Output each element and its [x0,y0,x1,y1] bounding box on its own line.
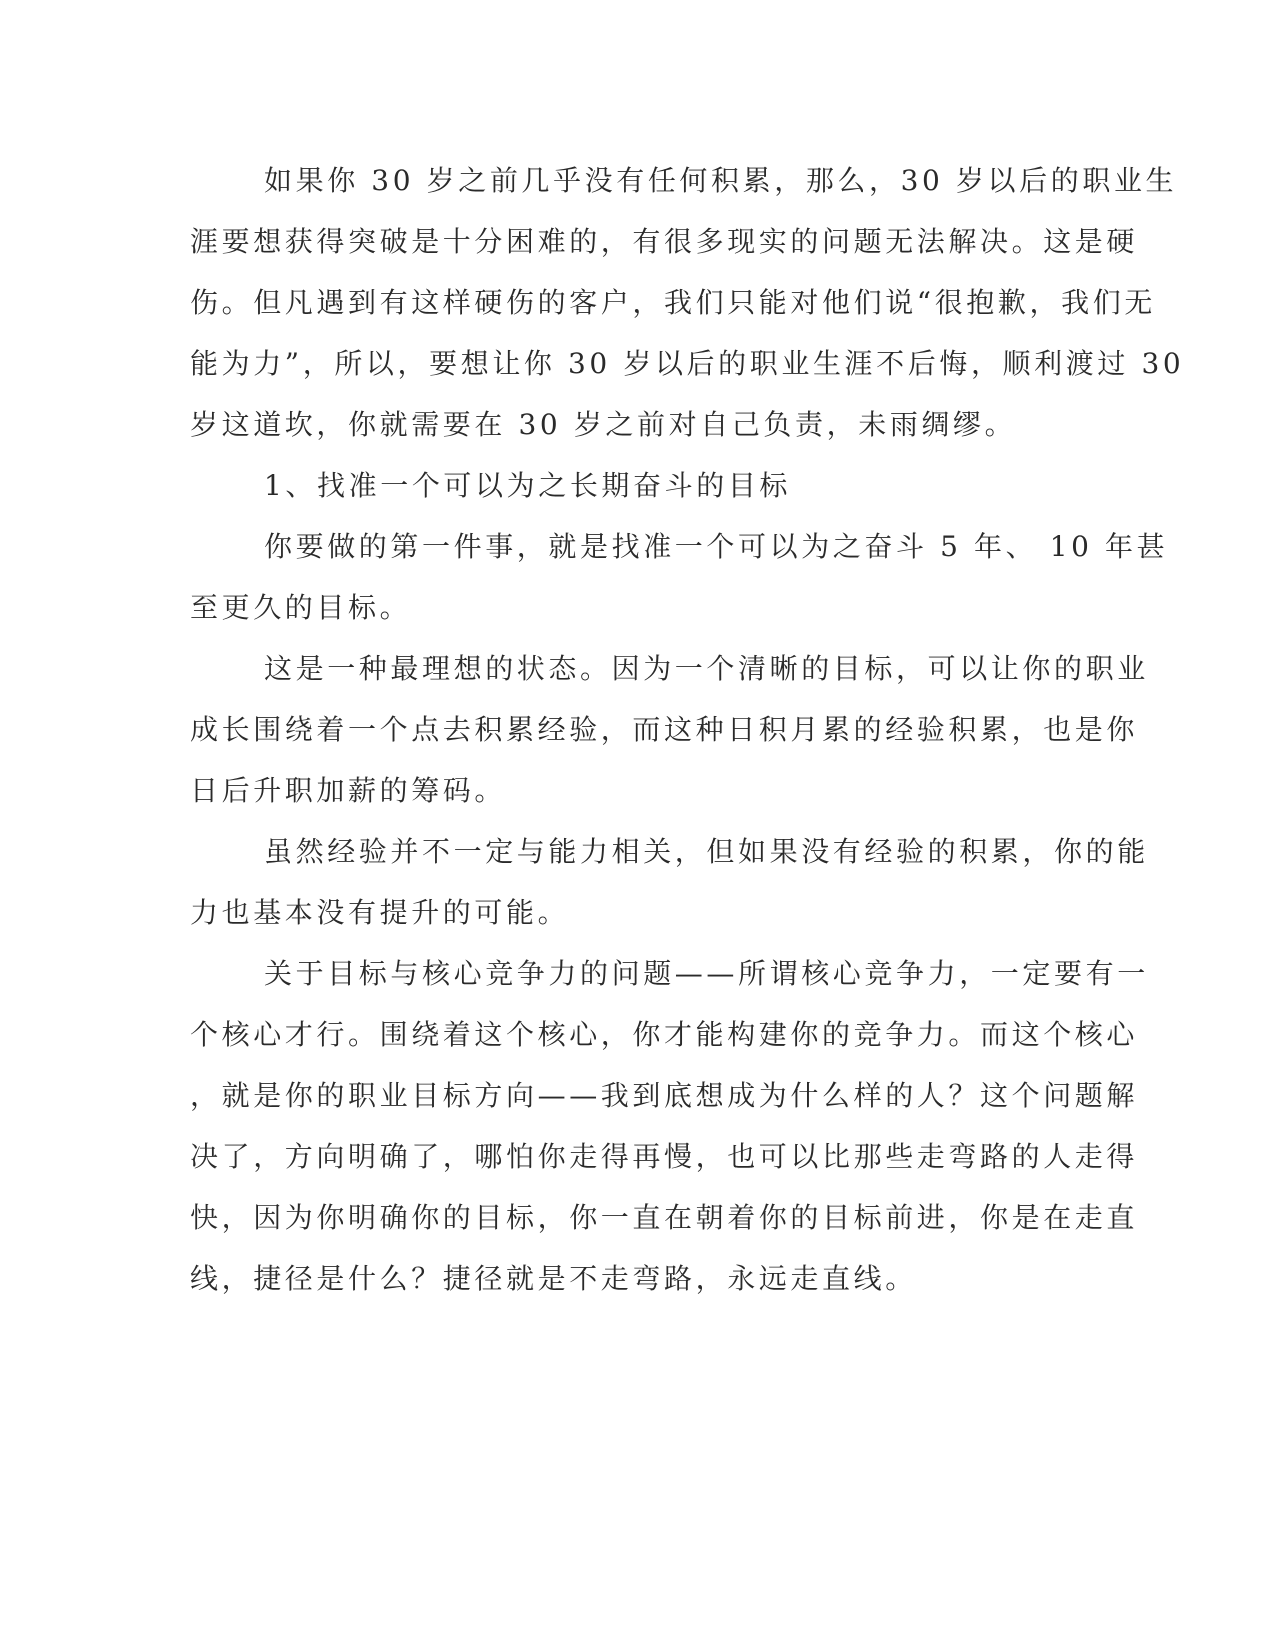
text-line: 如果你 30 岁之前几乎没有任何积累，那么，30 岁以后的职业生 [264,164,1178,197]
text-line: 成长围绕着一个点去积累经验，而这种日积月累的经验积累，也是你 [190,713,1139,746]
heading-text: 1、找准一个可以为之长期奋斗的目标 [264,469,792,502]
text-line: 能为力”，所以，要想让你 30 岁以后的职业生涯不后悔，顺利渡过 30 [190,347,1185,380]
paragraph-ideal-state [190,638,1149,821]
paragraph-first-task [190,516,1169,638]
text-line: 伤。但凡遇到有这样硬伤的客户，我们只能对他们说“很抱歉，我们无 [190,286,1156,319]
paragraph-intro [190,150,1185,455]
text-line: 日后升职加薪的筹码。 [190,774,507,807]
text-line: 你要做的第一件事，就是找准一个可以为之奋斗 5 年、 10 年甚 [264,530,1169,563]
text-line: ，就是你的职业目标方向——我到底想成为什么样的人？这个问题解 [190,1079,1139,1112]
text-line: 个核心才行。围绕着这个核心，你才能构建你的竞争力。而这个核心 [190,1018,1139,1051]
text-line: 虽然经验并不一定与能力相关，但如果没有经验的积累，你的能 [264,835,1149,868]
text-line: 线，捷径是什么？捷径就是不走弯路，永远走直线。 [190,1262,917,1295]
text-line: 岁这道坎，你就需要在 30 岁之前对自己负责，未雨绸缪。 [190,408,1017,441]
text-line: 至更久的目标。 [190,591,412,624]
paragraph-core-competence [190,943,1149,1309]
text-line: 决了，方向明确了，哪怕你走得再慢，也可以比那些走弯路的人走得 [190,1140,1139,1173]
text-line: 这是一种最理想的状态。因为一个清晰的目标，可以让你的职业 [264,652,1149,685]
paragraph-experience [190,821,1149,943]
section-heading [190,455,1070,516]
document-body [190,150,1185,1309]
text-line: 关于目标与核心竞争力的问题——所谓核心竞争力，一定要有一 [264,957,1149,990]
text-line: 涯要想获得突破是十分困难的，有很多现实的问题无法解决。这是硬 [190,225,1139,258]
text-line: 快，因为你明确你的目标，你一直在朝着你的目标前进，你是在走直 [190,1201,1139,1234]
text-line: 力也基本没有提升的可能。 [190,896,570,929]
